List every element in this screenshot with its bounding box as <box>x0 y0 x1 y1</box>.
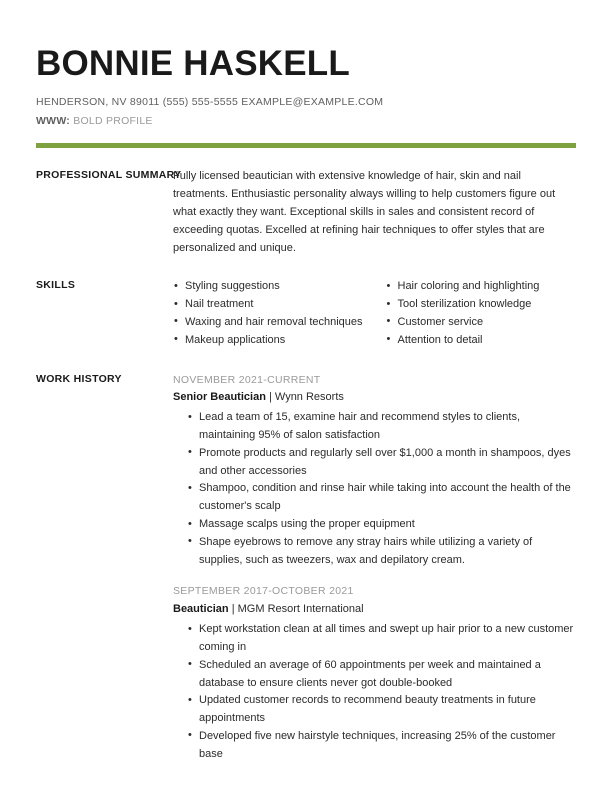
list-item: • Massage scalps using the proper equipment <box>187 516 576 534</box>
skills-columns <box>173 278 576 349</box>
job-title: Senior Beautician <box>173 391 266 404</box>
list-item: • Updated customer records to recommend beauty treatments in future appointments <box>187 692 576 728</box>
candidate-name: BONNIE HASKELL <box>36 44 350 83</box>
list-item: • Tool sterilization knowledge <box>386 296 577 314</box>
job-bullet-list <box>173 621 576 764</box>
list-item: • Shape eyebrows to remove any stray hairs while utilizing a variety of supplies, such as tweezers, wax and depilatory cream. <box>187 534 576 570</box>
list-item: • Promote products and regularly sell over $1,000 a month in shampoos, dyes and other accessories <box>187 445 576 481</box>
list-item: • Kept workstation clean at all times and swept up hair prior to a new customer coming in <box>187 621 576 657</box>
website-label: WWW: <box>36 114 71 127</box>
list-item: • Developed five new hairstyle techniques, increasing 25% of the customer base <box>187 728 576 764</box>
job-company: Wynn Resorts <box>274 391 344 404</box>
list-item: • Waxing and hair removal techniques <box>173 314 364 332</box>
section-professional-summary <box>36 168 576 257</box>
section-body-skills <box>173 278 576 349</box>
list-item: • Customer service <box>386 314 577 332</box>
section-skills <box>36 278 576 349</box>
list-item: • Scheduled an average of 60 appointments per week and maintained a database to ensure clients never got double-booked <box>187 657 576 693</box>
job-date: NOVEMBER 2021-CURRENT <box>173 373 321 386</box>
job-title-line <box>173 389 576 407</box>
job-title-line <box>173 601 576 619</box>
skills-column-left <box>173 278 364 349</box>
section-body-summary <box>173 168 576 257</box>
list-item: • Shampoo, condition and rinse hair while taking into account the health of the customer's scalp <box>187 480 576 516</box>
job-entry <box>173 583 576 763</box>
section-label-summary: PROFESSIONAL SUMMARY <box>36 169 182 182</box>
job-bullet-list <box>173 409 576 569</box>
list-item: • Makeup applications <box>173 332 364 350</box>
list-item: • Attention to detail <box>386 332 577 350</box>
skills-list-right <box>386 278 577 349</box>
job-date: SEPTEMBER 2017-OCTOBER 2021 <box>173 585 354 598</box>
skills-list-left <box>173 278 364 349</box>
list-item: • Lead a team of 15, examine hair and recommend styles to clients, maintaining 95% of salon satisfaction <box>187 409 576 445</box>
skills-column-right <box>386 278 577 349</box>
job-entry <box>173 372 576 570</box>
section-label-work-history: WORK HISTORY <box>36 372 122 385</box>
list-item: • Nail treatment <box>173 296 364 314</box>
job-company: MGM Resort International <box>237 603 364 616</box>
website-value: BOLD PROFILE <box>73 114 153 127</box>
list-item: • Hair coloring and highlighting <box>386 278 577 296</box>
website-line <box>36 114 576 130</box>
section-body-work-history <box>173 372 576 764</box>
list-item: • Styling suggestions <box>173 278 364 296</box>
section-label-skills: SKILLS <box>36 279 76 292</box>
summary-text: Fully licensed beautician with extensive knowledge of hair, skin and nail treatments. Enthusiastic personality always willing to help customers figure out what exactly they want. Exceptional skills in sales and consistent record of exceeding quotas. Excelled at refining hair techniques to offer styles that are personalized and unique. <box>173 170 556 254</box>
job-separator: | <box>231 603 235 616</box>
job-title: Beautician <box>173 603 229 616</box>
job-separator: | <box>268 391 272 404</box>
accent-divider <box>36 143 576 148</box>
contact-line: HENDERSON, NV 89011 (555) 555-5555 EXAMPLE@EXAMPLE.COM <box>36 95 384 108</box>
section-work-history <box>36 372 576 764</box>
resume-header <box>36 0 576 129</box>
